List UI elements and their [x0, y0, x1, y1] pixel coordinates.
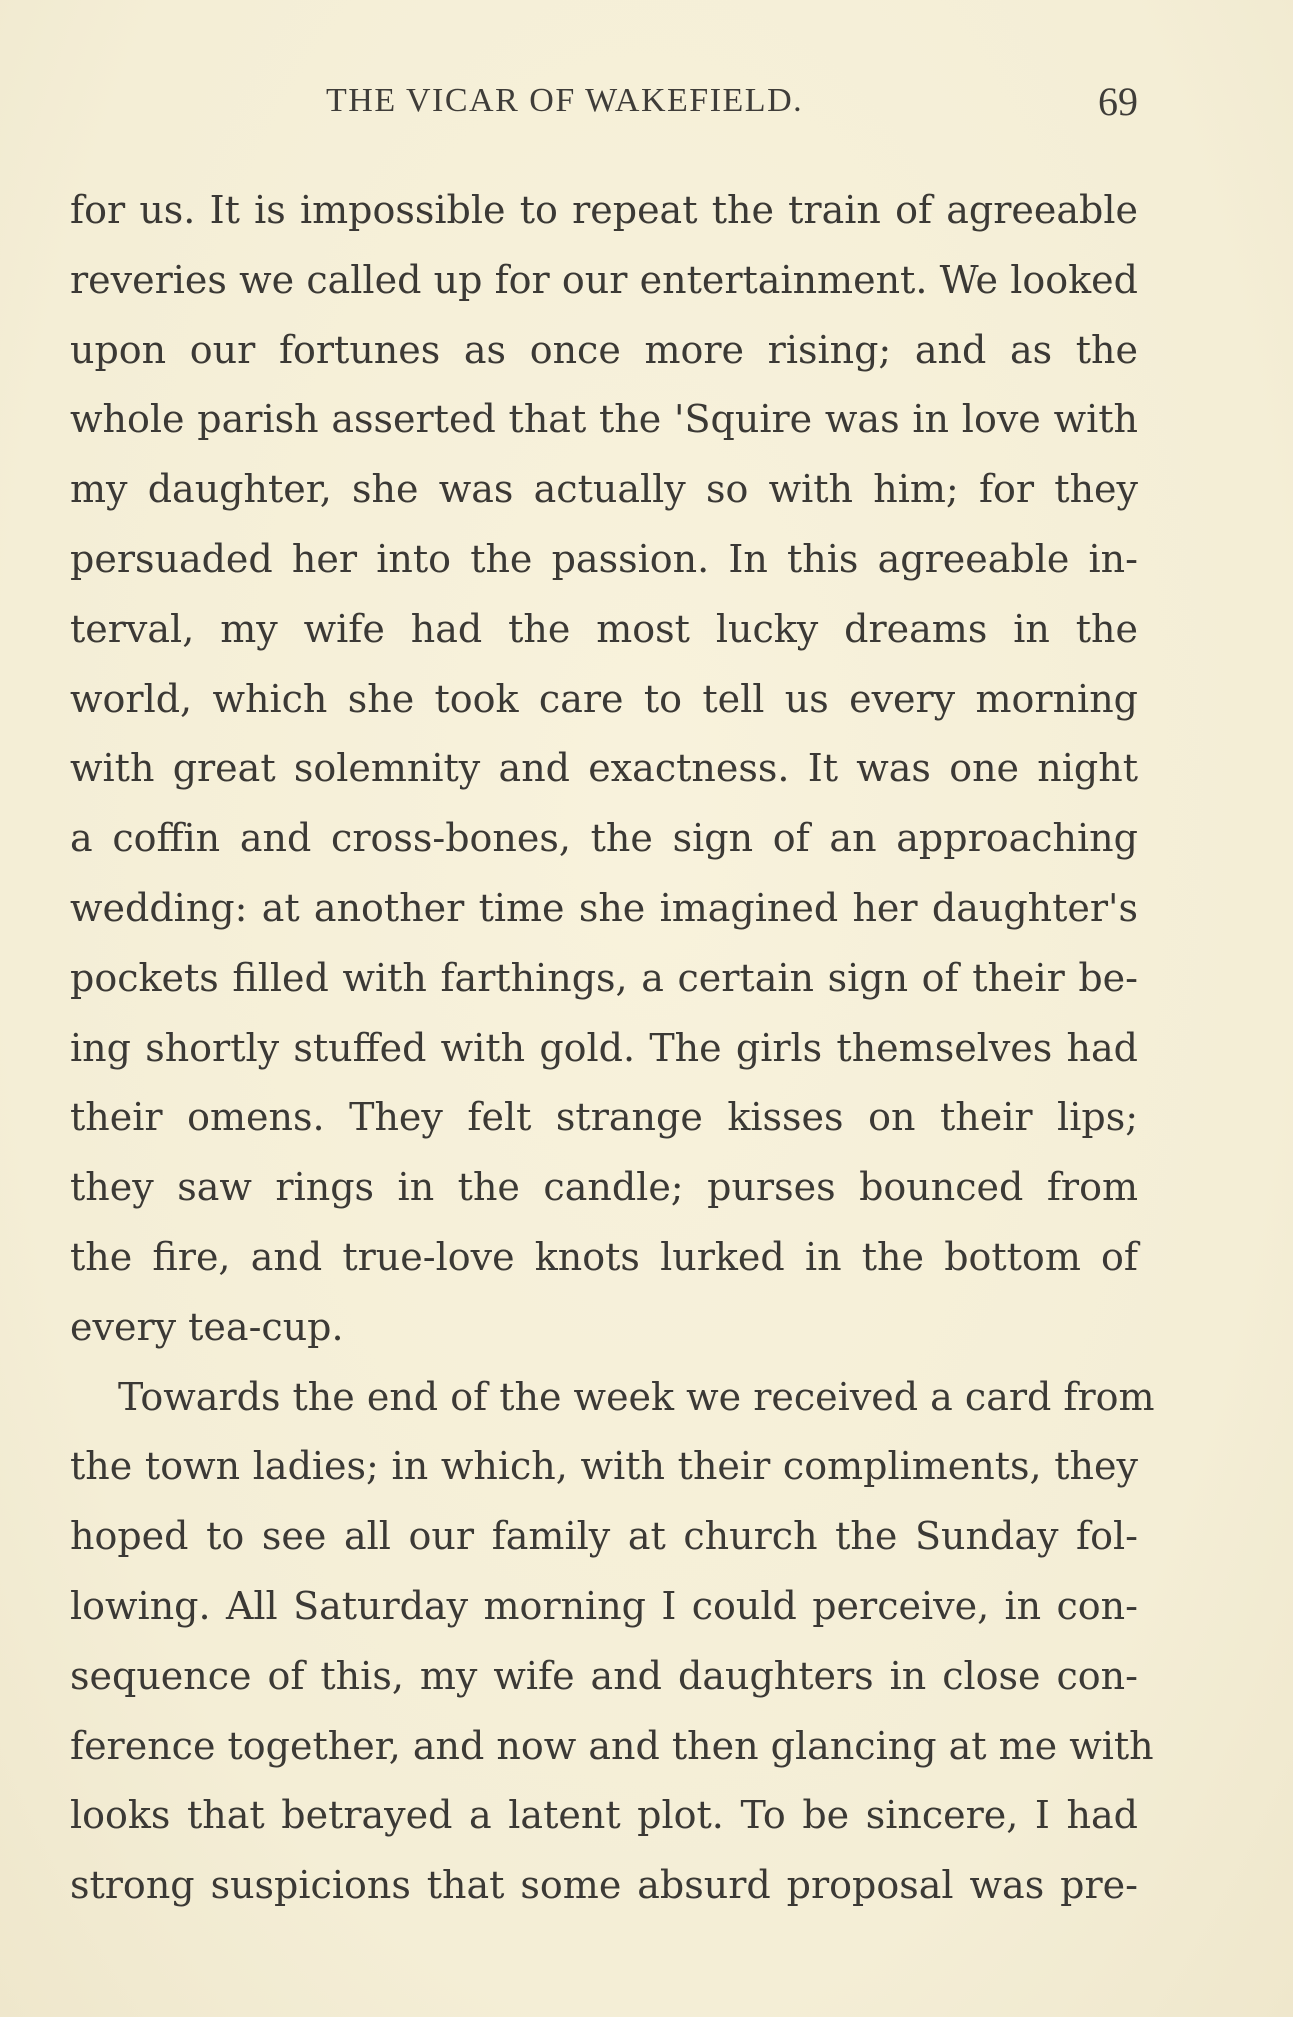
text-line: reveries we called up for our entertainment. We looked — [70, 257, 1138, 302]
page-number: 69 — [1098, 79, 1138, 124]
text-line: wedding: at another time she imagined her daughter's — [70, 885, 1138, 930]
text-line: pockets filled with farthings, a certain sign of their be- — [70, 955, 1138, 1000]
text-line: sequence of this, my wife and daughters in close con- — [70, 1653, 1138, 1698]
text-line: their omens. They felt strange kisses on their lips; — [70, 1095, 1138, 1140]
text-line: hoped to see all our family at church the Sunday fol- — [70, 1514, 1138, 1559]
text-line: whole parish asserted that the 'Squire was in love with — [70, 397, 1138, 442]
text-line: the town ladies; in which, with their compliments, they — [70, 1444, 1138, 1489]
text-line: terval, my wife had the most lucky dreams in the — [70, 606, 1138, 651]
text-line: a coffin and cross-bones, the sign of an approaching — [70, 816, 1138, 861]
text-line: upon our fortunes as once more rising; and as the — [70, 327, 1138, 372]
text-line: looks that betrayed a latent plot. To be sincere, I had — [70, 1793, 1138, 1838]
text-line: every tea-cup. — [70, 1304, 344, 1349]
text-line: the fire, and true-love knots lurked in the bottom of — [70, 1234, 1138, 1279]
page-header — [326, 79, 1138, 132]
running-title: THE VICAR OF WAKEFIELD. — [326, 82, 804, 119]
text-line: persuaded her into the passion. In this agreeable in- — [70, 536, 1138, 581]
text-line: my daughter, she was actually so with him; for they — [70, 467, 1138, 512]
text-line: with great solemnity and exactness. It was one night — [70, 746, 1138, 791]
body-text — [70, 176, 1155, 1921]
text-line: world, which she took care to tell us every morning — [70, 676, 1138, 721]
text-line: ing shortly stuffed with gold. The girls themselves had — [70, 1025, 1138, 1070]
text-line: strong suspicions that some absurd proposal was pre- — [70, 1863, 1138, 1908]
text-line: they saw rings in the candle; purses bounced from — [70, 1165, 1138, 1210]
text-line: ference together, and now and then glancing at me with — [70, 1723, 1154, 1768]
text-line: for us. It is impossible to repeat the train of agreeable — [70, 188, 1138, 232]
text-line: lowing. All Saturday morning I could perceive, in con- — [70, 1583, 1138, 1628]
paragraph-start-line: Towards the end of the week we received a card from — [118, 1374, 1155, 1419]
